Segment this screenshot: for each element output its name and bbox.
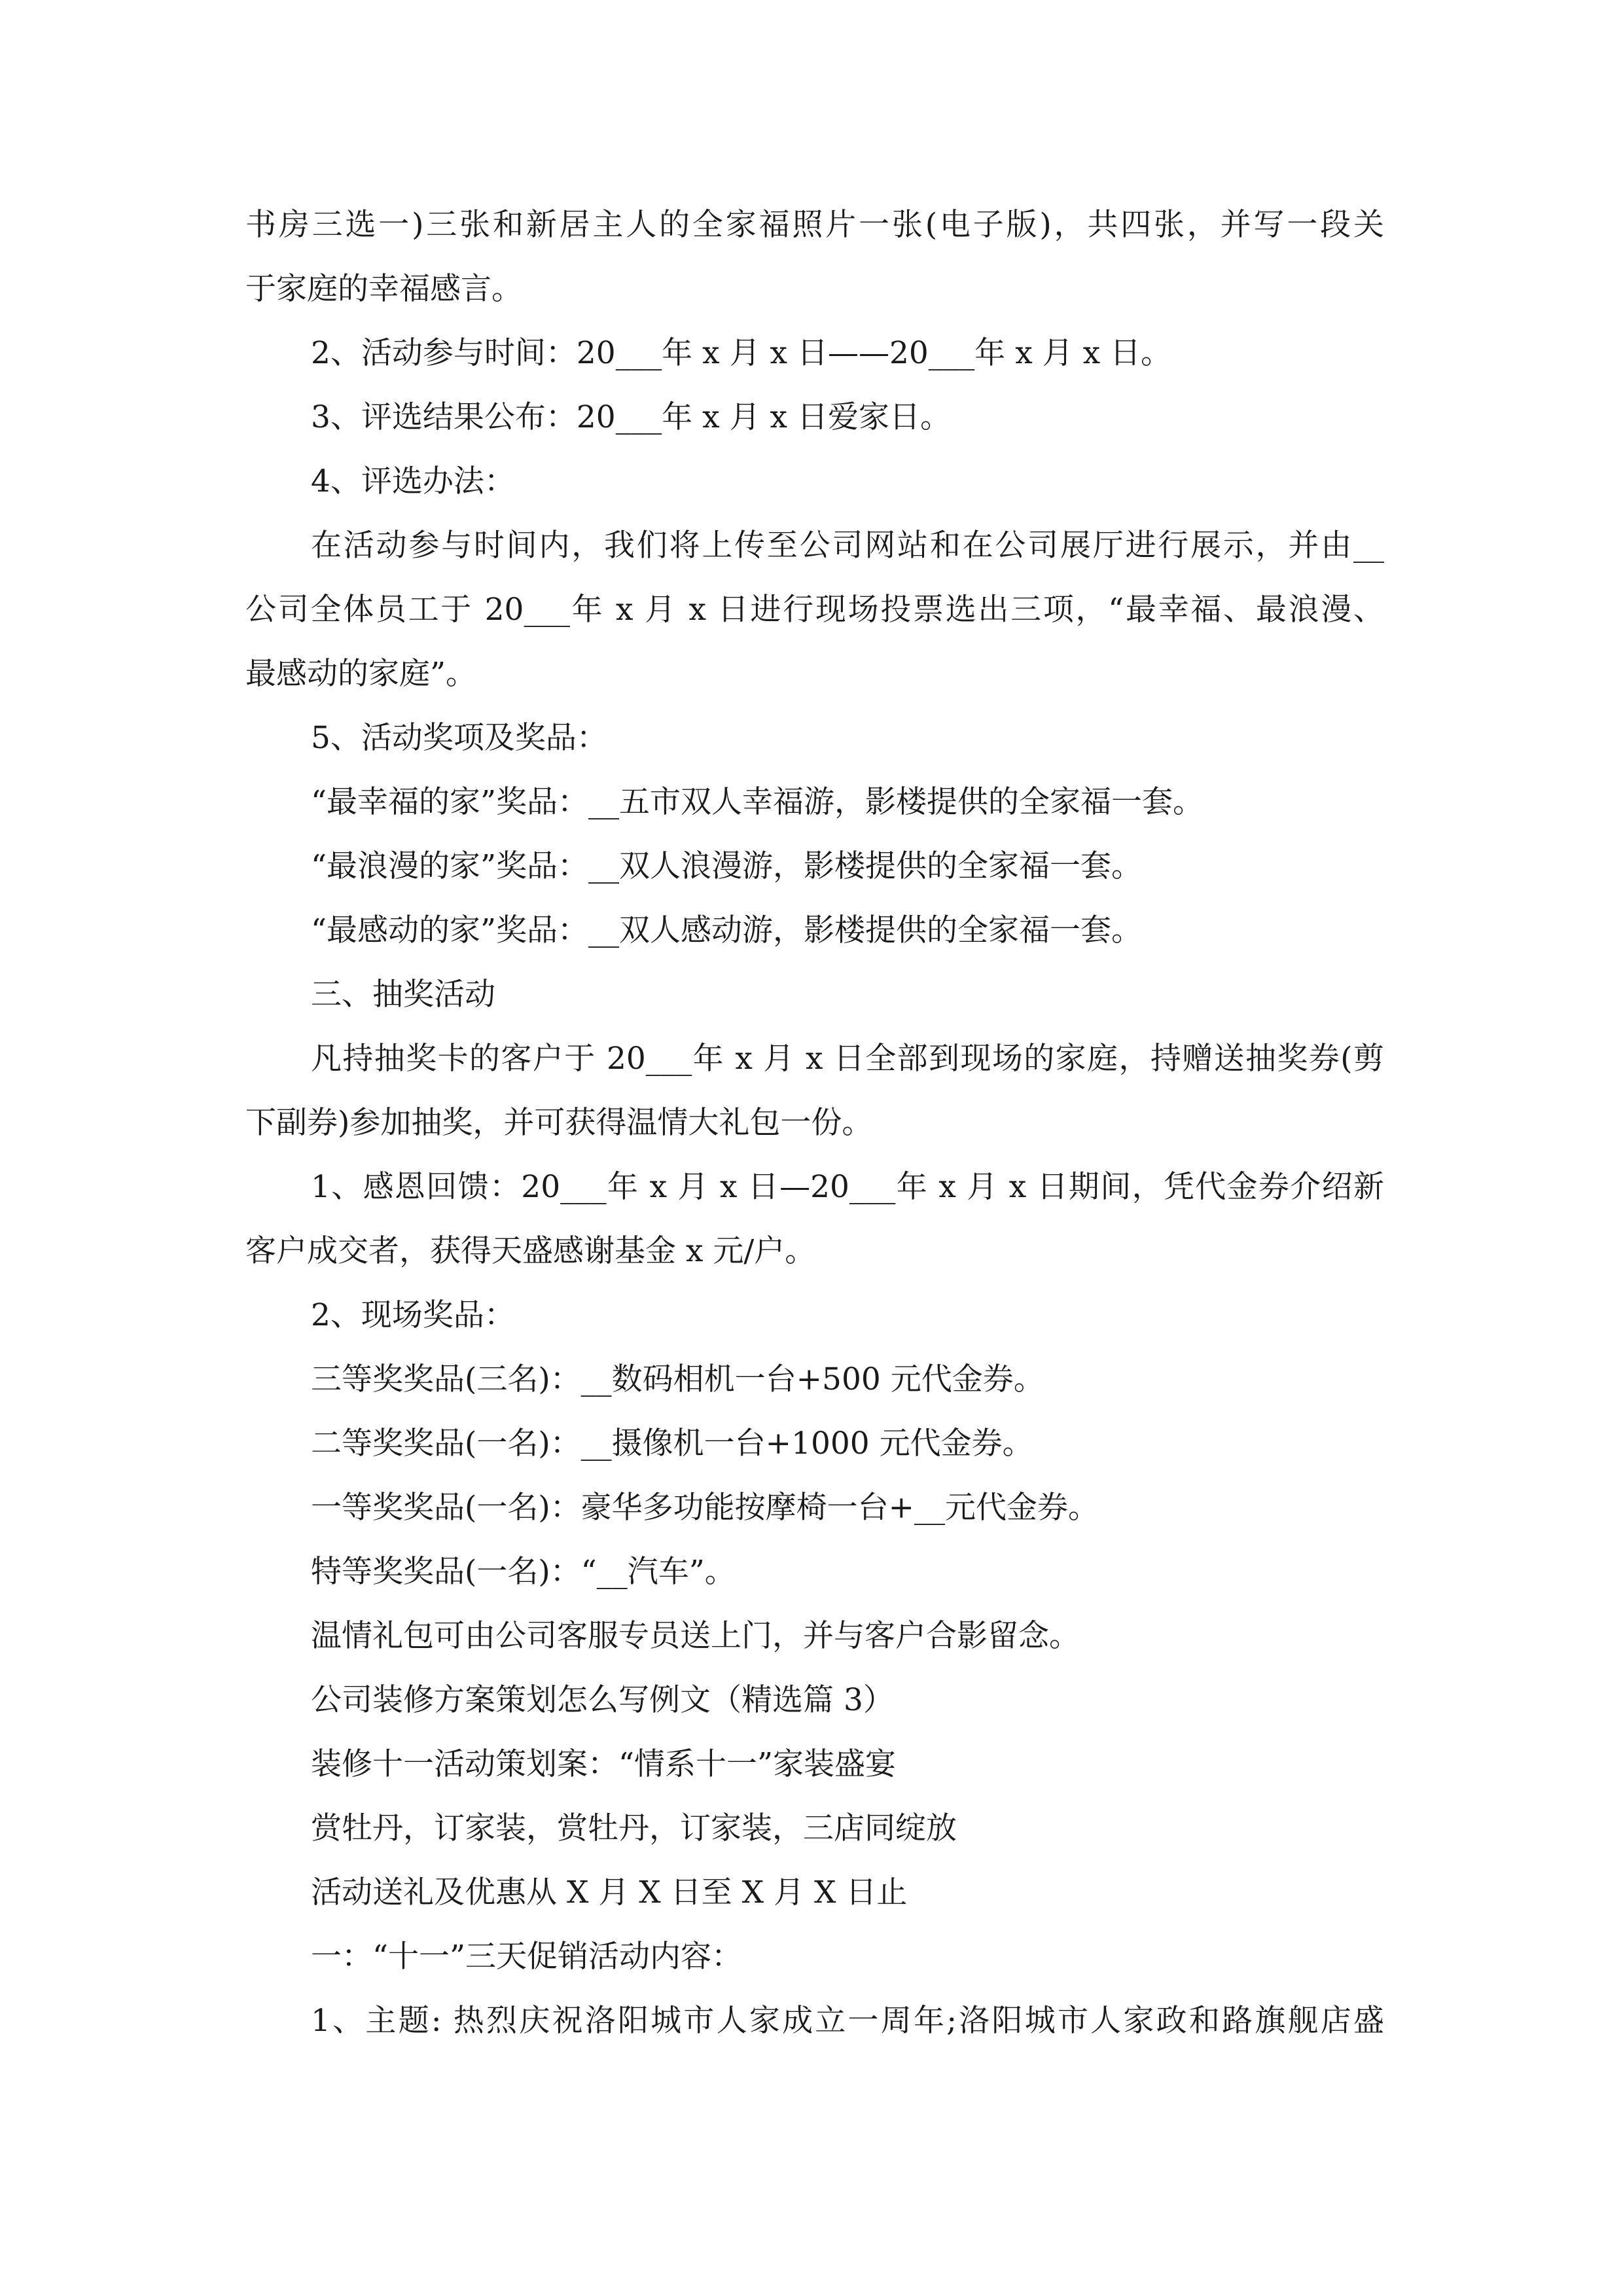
text-line	[245, 1861, 1384, 1925]
text-line-content: “最浪漫的家”奖品：__双人浪漫游，影楼提供的全家福一套。	[311, 848, 1143, 884]
text-line-content: 活动送礼及优惠从 X 月 X 日至 X 月 X 日止	[311, 1874, 908, 1910]
text-line-content: 2、现场奖品：	[311, 1297, 515, 1333]
text-line	[245, 1155, 1384, 1219]
text-line	[245, 770, 1384, 834]
text-line	[245, 1476, 1384, 1540]
text-line-content: 下副券)参加抽奖，并可获得温情大礼包一份。	[245, 1105, 873, 1141]
text-line	[245, 1732, 1384, 1797]
text-line	[245, 834, 1384, 899]
text-line-content: 书房三选一)三张和新居主人的全家福照片一张(电子版)，共四张，并写一段关	[245, 207, 1384, 243]
text-line	[245, 1027, 1384, 1091]
text-line	[245, 642, 1384, 706]
text-line	[245, 578, 1384, 642]
text-line-content: 一：“十一”三天促销活动内容：	[311, 1939, 743, 1975]
text-line	[245, 1668, 1384, 1732]
text-line-content: 装修十一活动策划案：“情系十一”家装盛宴	[311, 1746, 897, 1782]
text-line-content: 公司全体员工于 20___年 x 月 x 日进行现场投票选出三项，“最幸福、最浪漫、	[245, 592, 1384, 628]
text-line-content: 一等奖奖品(一名)：豪华多功能按摩椅一台+__元代金券。	[311, 1490, 1099, 1526]
text-line	[245, 1925, 1384, 1989]
text-line-content: “最幸福的家”奖品：__五市双人幸福游，影楼提供的全家福一套。	[311, 784, 1204, 820]
text-line	[245, 1412, 1384, 1476]
text-line-content: 凡持抽奖卡的客户于 20___年 x 月 x 日全部到现场的家庭，持赠送抽奖券(剪	[311, 1041, 1384, 1077]
text-line-content: 4、评选办法：	[311, 463, 515, 499]
section-heading: 公司装修方案策划怎么写例文（精选篇 3）	[311, 1682, 894, 1718]
text-line-content: 二等奖奖品(一名)：__摄像机一台+1000 元代金券。	[311, 1426, 1033, 1462]
text-line	[245, 706, 1384, 770]
text-line-content: 三等奖奖品(三名)：__数码相机一台+500 元代金券。	[311, 1361, 1044, 1397]
text-line	[245, 450, 1384, 514]
text-line	[245, 1348, 1384, 1412]
text-line	[245, 1797, 1384, 1861]
text-line-content: 客户成交者，获得天盛感谢基金 x 元/户。	[245, 1233, 816, 1269]
text-line-content: 2、活动参与时间：20___年 x 月 x 日——20___年 x 月 x 日。	[311, 335, 1172, 371]
text-line-content: 在活动参与时间内，我们将上传至公司网站和在公司展厅进行展示，并由__	[311, 528, 1384, 564]
text-line-content: 赏牡丹，订家装，赏牡丹，订家装，三店同绽放	[311, 1810, 957, 1846]
text-line	[245, 257, 1384, 321]
text-line	[245, 1540, 1384, 1604]
text-line-content: 1、感恩回馈：20___年 x 月 x 日—20___年 x 月 x 日期间，凭代金券介绍新	[311, 1169, 1384, 1205]
text-line-content: 于家庭的幸福感言。	[245, 271, 522, 307]
text-line-content: 1、主题: 热烈庆祝洛阳城市人家成立一周年;洛阳城市人家政和路旗舰店盛	[311, 2003, 1384, 2039]
text-line	[245, 386, 1384, 450]
text-line	[245, 321, 1384, 386]
text-line	[245, 1283, 1384, 1348]
text-line-content: 温情礼包可由公司客服专员送上门，并与客户合影留念。	[311, 1618, 1080, 1654]
text-line	[245, 899, 1384, 963]
text-line-content: 最感动的家庭”。	[245, 656, 477, 692]
text-line-content: 3、评选结果公布：20___年 x 月 x 日爱家日。	[311, 399, 951, 435]
text-line	[245, 1989, 1384, 2053]
text-line	[245, 1219, 1384, 1283]
section-heading: 三、抽奖活动	[311, 977, 495, 1013]
text-line	[245, 1604, 1384, 1668]
text-line-content: 5、活动奖项及奖品：	[311, 720, 607, 756]
text-line	[245, 1091, 1384, 1155]
text-line	[245, 193, 1384, 257]
text-line	[245, 963, 1384, 1027]
text-line-content: 特等奖奖品(一名)：“__汽车”。	[311, 1554, 736, 1590]
document-body	[245, 193, 1384, 2053]
text-line	[245, 514, 1384, 578]
text-line-content: “最感动的家”奖品：__双人感动游，影楼提供的全家福一套。	[311, 912, 1143, 948]
